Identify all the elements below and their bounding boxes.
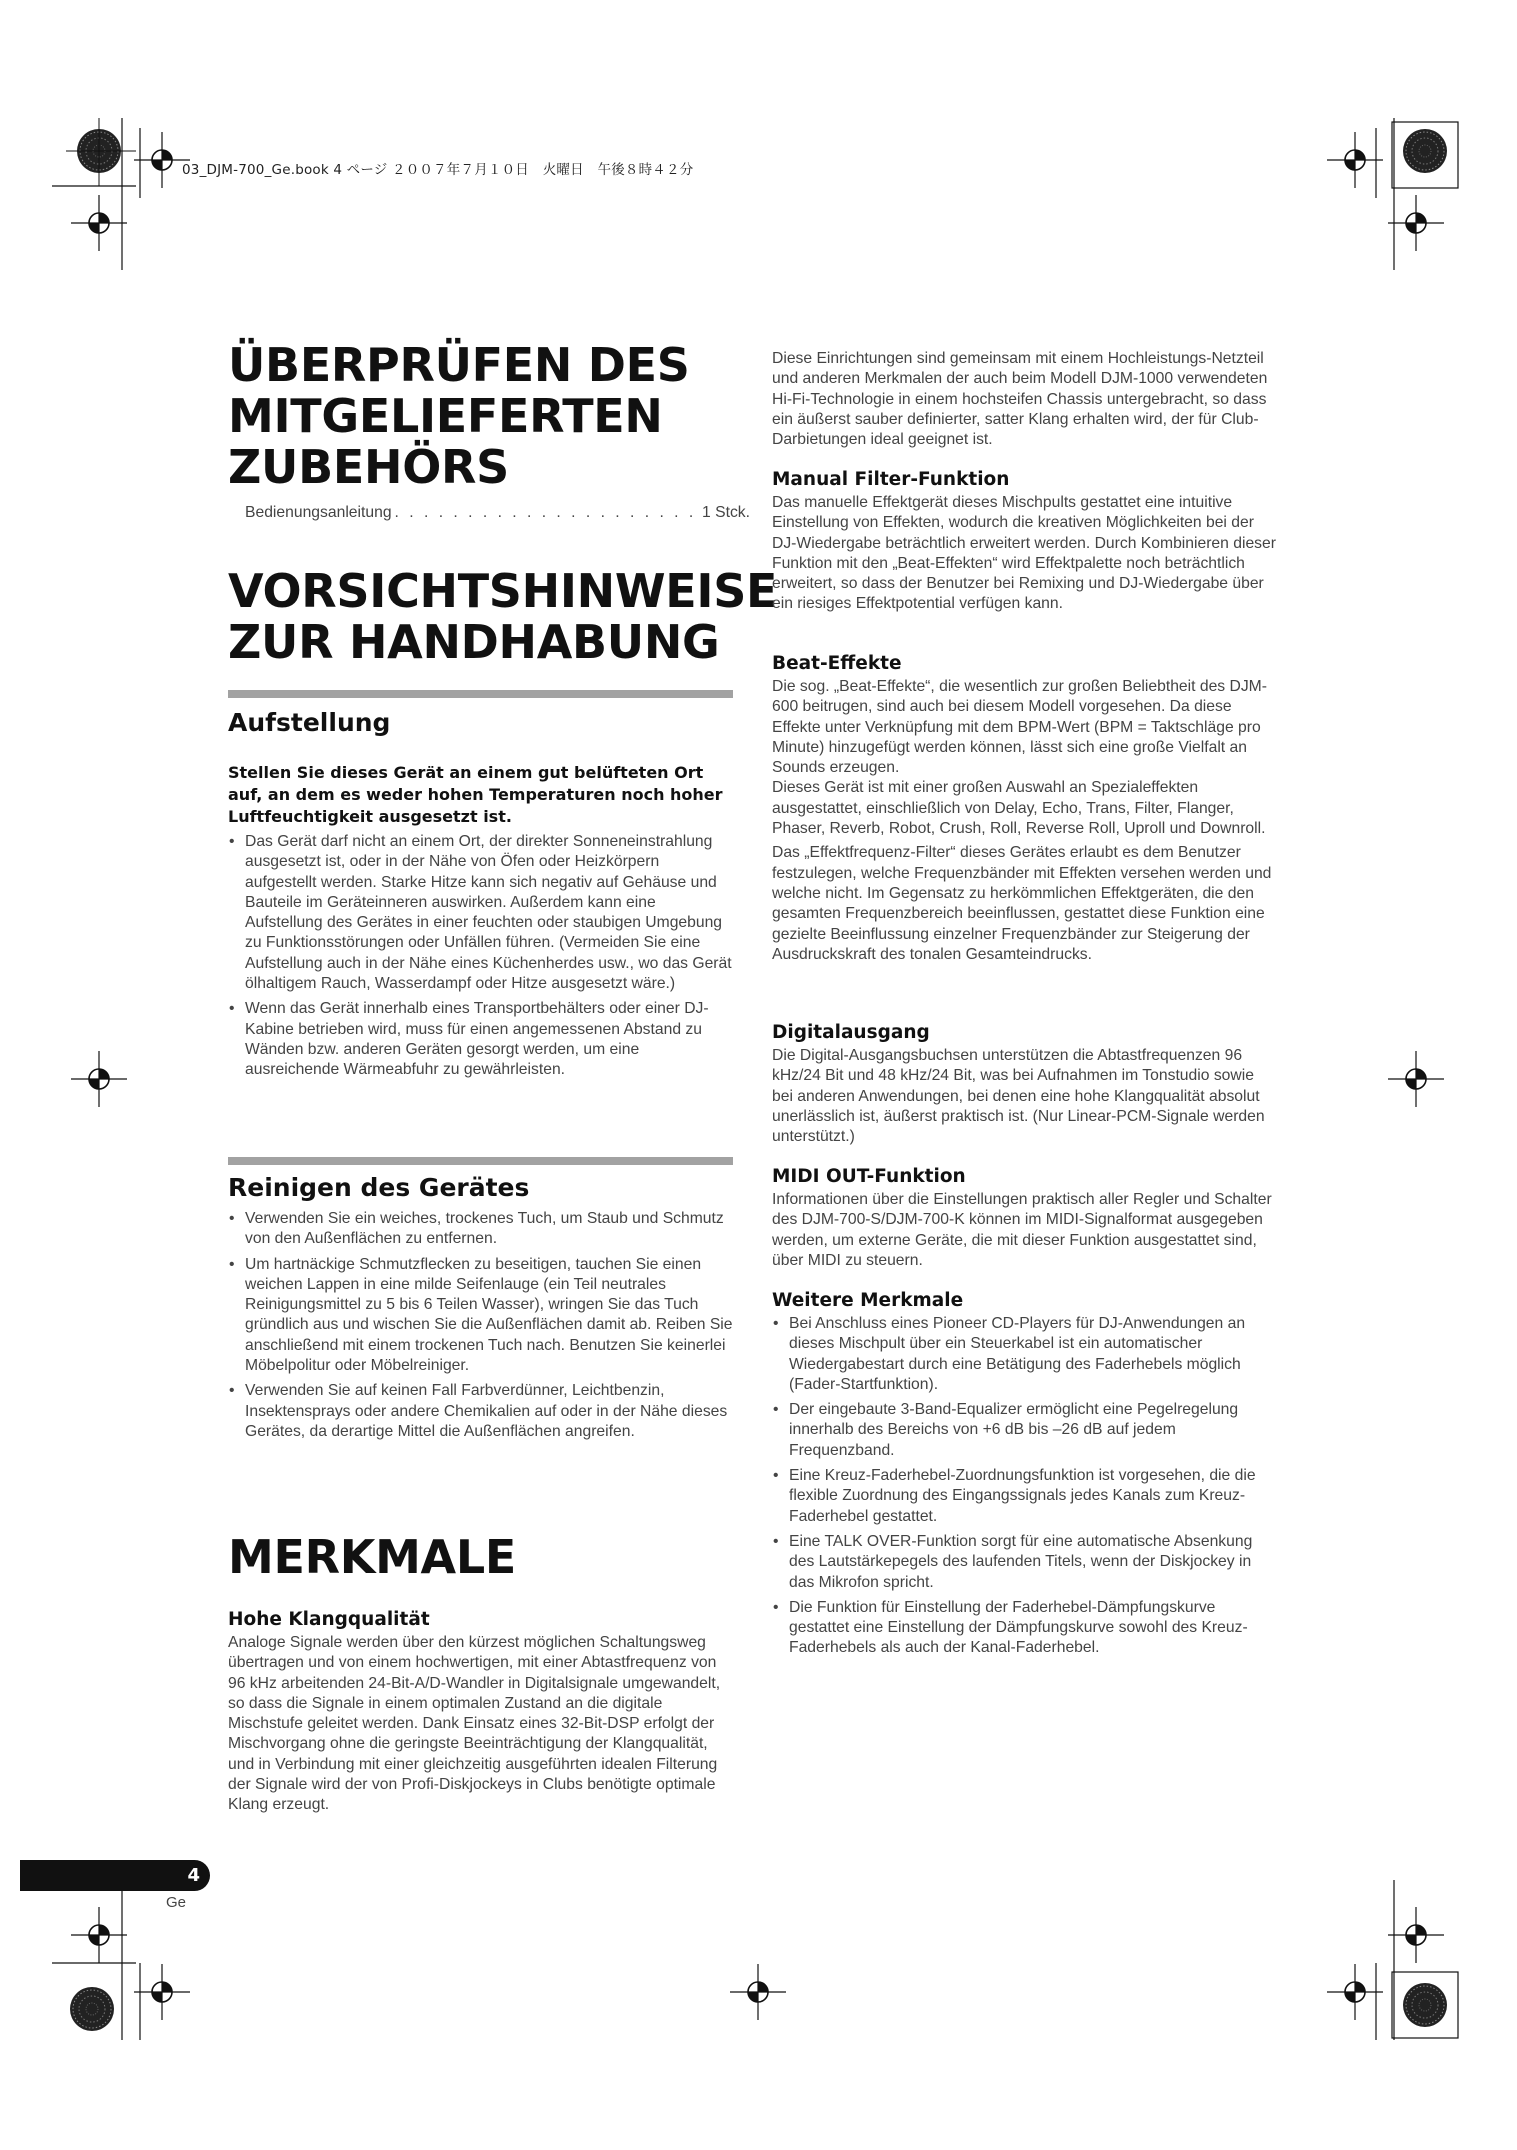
section-bar [228,690,733,698]
heading-manual-filter: Manual Filter-Funktion [772,469,1010,490]
list-item: • Die Funktion für Einstellung der Faderhebel-Dämpfungskurve gestattet eine Einstellung der Dämpfungskurve sowohl des Kreuz-Faderhebels als auch der Kanal-Faderhebel. [772,1598,1277,1659]
section-placement [228,690,733,1086]
section-more-features [772,1290,1277,1664]
digital-output-text: Die Digital-Ausgangsbuchsen unterstützen die Abtastfrequenzen 96 kHz/24 Bit und 48 kHz/24 Bit, was bei Aufnahmen im Tonstudio sowie bei anderen Anwendungen, bei denen eine hohe Klangqualität absolut unerlässlich ist, äußerst praktisch ist. (Nur Linear-PCM-Signale werden unterstützt.) [772,1047,1265,1146]
section-sound-quality [228,1609,733,1816]
heading-digital-output: Digitalausgang [772,1022,930,1043]
heading-sound-quality: Hohe Klangqualität [228,1609,430,1630]
placement-lead: Stellen Sie dieses Gerät an einem gut belüfteten Ort auf, an dem es weder hohen Temperaturen noch hoher Luftfeuchtigkeit ausgesetzt ist. [228,763,723,826]
sound-quality-text: Analoge Signale werden über den kürzest möglichen Schaltungsweg übertragen und von einem hochwertigen, mit einer Abtastfrequenz von 96 kHz arbeitenden 24-Bit-A/D-Wandler in Digitalsignale umgewandelt, so dass die Signale in einem optimalen Zustand an die digitale Mischstufe geleitet werden. Dank Einsatz eines 32-Bit-DSP erfolgt der Mischvorgang ohne die geringste Beeinträchtigung der Klangqualität, und in Verbindung mit einer gleichzeitig ausgeführten idealen Filterung der Signale wird der von Profi-Diskjockeys in Clubs benötigte optimale Klang erzeugt. [228,1634,721,1814]
more-features-list [772,1314,1277,1659]
intro-text: Diese Einrichtungen sind gemeinsam mit einem Hochleistungs-Netzteil und anderen Merkmalen der auch beim Modell DJM-1000 verwendeten Hi-Fi-Technologie in einem hochsteifen Chassis untergebracht, so dass ein äußerst sauber definierter, satter Klang erhalten wird, der für Club-Darbietungen ideal geeignet ist. [772,350,1268,449]
side-mark-right [1388,1051,1444,1107]
cleaning-list [228,1209,733,1442]
dot-leader [395,504,700,522]
list-item: • Verwenden Sie auf keinen Fall Farbverdünner, Leichtbenzin, Insektensprays oder andere Chemikalien auf oder in der Nähe dieses Gerätes, da derartige Mittel die Außenflächen angreifen. [228,1381,733,1442]
manual-filter-text: Das manuelle Effektgerät dieses Mischpults gestattet eine intuitive Einstellung von Effekten, wodurch die kreativen Möglichkeiten bei der DJ-Wiedergabe beträchtlich erweitert werden. Durch Kombinieren dieser Funktion mit den „Beat-Effekten“ wird Effektpalette noch beträchtlich erweitert, so dass der Benutzer bei Remixing und DJ-Wiedergabe über ein riesiges Effektpotential verfügen kann. [772,494,1276,613]
language-code: Ge [166,1894,187,1911]
heading-midi-out: MIDI OUT-Funktion [772,1166,966,1187]
title-features: MERKMALE [228,1530,516,1584]
section-manual-filter [772,469,1277,615]
corner-mark-top-right [1327,118,1458,270]
title-precautions: VORSICHTSHINWEISE ZUR HANDHABUNG [228,564,778,669]
corner-mark-bottom-right [1327,1880,1458,2040]
bottom-center-mark [730,1964,786,2020]
list-item: • Bei Anschluss eines Pioneer CD-Players für DJ-Anwendungen an dieses Mischpult über ein Steuerkabel ist ein automatischer Wiedergabestart durch eine Betätigung des Faderhebels möglich (Fader-Startfunktion). [772,1314,1277,1395]
heading-cleaning: Reinigen des Gerätes [228,1173,530,1202]
list-item: • Das Gerät darf nicht an einem Ort, der direkter Sonneneinstrahlung ausgesetzt ist, oder in der Nähe von Öfen oder Heizkörpern aufgestellt werden. Starke Hitze kann sich negativ auf Gehäuse und Bauteile im Geräteinneren auswirken. Außerdem kann eine Aufstellung des Gerätes in einer feuchten oder staubigen Umgebung zu Funktionsstörungen oder Unfällen führen. (Vermeiden Sie eine Aufstellung auch in der Nähe eines Küchenherdes usw., wo das Gerät ölhaltigem Rauch, Wasserdampf oder Hitze ausgesetzt wäre.) [228,832,733,994]
section-bar [228,1157,733,1165]
list-item: • Um hartnäckige Schmutzflecken zu beseitigen, tauchen Sie einen weichen Lappen in eine milde Seifenlauge (ein Teil neutrales Reinigungsmittel zu 5 bis 6 Teilen Wasser), wringen Sie das Tuch gründlich aus und wischen Sie die Außenflächen damit ab. Reiben Sie anschließend mit einem trockenen Tuch nach. Benutzen Sie keinerlei Möbelpolitur oder Möbelreiniger. [228,1255,733,1377]
list-item: • Verwenden Sie ein weiches, trockenes Tuch, um Staub und Schmutz von den Außenflächen zu entfernen. [228,1209,733,1250]
side-mark-left [71,1051,127,1107]
section-beat-effects [772,653,1277,965]
section-midi-out [772,1166,1277,1271]
list-item: • Wenn das Gerät innerhalb eines Transportbehälters oder einer DJ-Kabine betrieben wird, muss für einen angemessenen Abstand zu Wänden bzw. anderen Geräten gesorgt werden, um eine ausreichende Wärmeabfuhr zu gewährleisten. [228,999,733,1080]
section-digital-output [772,1022,1277,1147]
list-item: • Eine TALK OVER-Funktion sorgt für eine automatische Absenkung des Lautstärkepegels des laufenden Titels, wenn der Diskjockey in das Mikrofon spricht. [772,1532,1277,1593]
heading-beat-effects: Beat-Effekte [772,653,902,674]
proof-slug: 03_DJM-700_Ge.book 4 ページ ２００７年７月１０日 火曜日 午後８時４２分 [182,162,694,178]
heading-placement: Aufstellung [228,708,391,737]
heading-more-features: Weitere Merkmale [772,1290,964,1311]
accessory-list-item: Bedienungsanleitung . . . 1 Stck. [228,504,750,522]
beat-effects-p1: Die sog. „Beat-Effekte“, die wesentlich zur großen Beliebtheit des DJM-600 beitrugen, sind auch bei diesem Modell vorgesehen. Da diese Effekte unter Verknüpfung mit dem BPM-Wert (BPM = Taktschläge pro Minute) hinzugefügt werden können, lässt sich eine große Vielfalt an Sounds erzeugen. [772,678,1267,777]
page-number: 4 [187,1865,200,1886]
beat-effects-p3: Das „Effektfrequenz-Filter“ dieses Gerätes erlaubt es dem Benutzer festzulegen, welche Frequenzbänder mit Effekten versehen werden und welche nicht. Im Gegensatz zu herkömmlichen Effektgeräten, die den gesamten Frequenzbereich beeinflussen, gestattet diese Funktion eine gezielte Beeinflussung einzelner Frequenzbänder zur Steigerung der Ausdruckskraft des tonalen Gesamteindrucks. [772,844,1272,963]
list-item: • Der eingebaute 3-Band-Equalizer ermöglicht eine Pegelregelung innerhalb des Bereichs von +6 dB bis –26 dB auf jedem Frequenzband. [772,1400,1277,1461]
section-cleaning [228,1157,733,1447]
placement-list [228,832,733,1081]
list-item: • Eine Kreuz-Faderhebel-Zuordnungsfunktion ist vorgesehen, die die flexible Zuordnung des Eingangssignals jedes Kanals zum Kreuz-Faderhebel gestattet. [772,1466,1277,1527]
beat-effects-p2: Dieses Gerät ist mit einer großen Auswahl an Spezialeffekten ausgestattet, einschließlich von Delay, Echo, Trans, Filter, Flanger, Phaser, Reverb, Robot, Crush, Roll, Reverse Roll, Uproll und Downroll. [772,779,1266,838]
title-accessories: ÜBERPRÜFEN DES MITGELIEFERTEN ZUBEHÖRS [228,338,690,494]
midi-out-text: Informationen über die Einstellungen praktisch aller Regler und Schalter des DJM-700-S/DJM-700-K können im MIDI-Signalformat ausgegeben werden, um externe Geräte, die mit dieser Funktion ausgestattet sind, über MIDI zu steuern. [772,1191,1272,1269]
corner-mark-top-left [52,118,190,270]
